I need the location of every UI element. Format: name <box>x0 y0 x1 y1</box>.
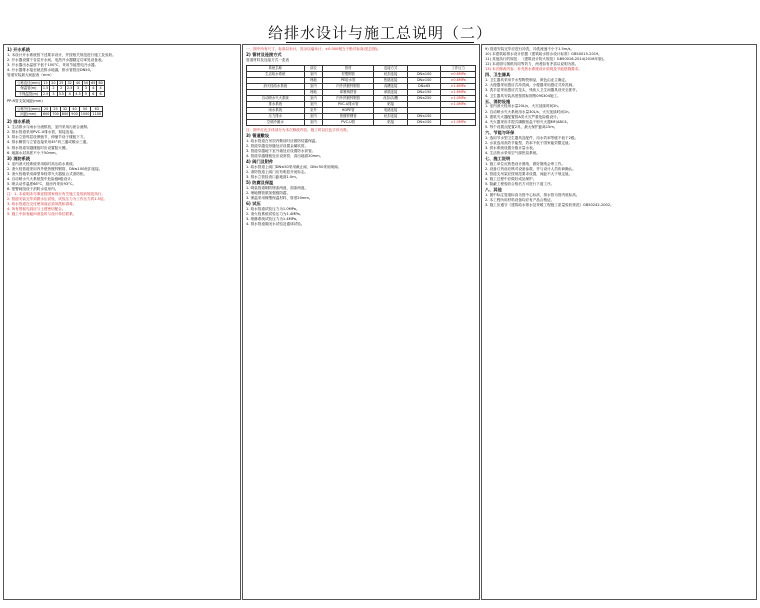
page-title: 给排水设计与施工总说明（二） <box>267 24 492 42</box>
table-cell: 80 <box>98 81 103 86</box>
text-line: 3. 排水立管每层设伸缩节，伸缩节设于楼板下方。 <box>7 135 88 140</box>
text-line: 3. 洗手盆采用感应式龙头，残疾人卫生间器具设安全抓杆。 <box>485 88 580 93</box>
text-line: 5. 排水管道穿越楼板时应设置阻火圈。 <box>7 145 70 150</box>
table-cell: 900 <box>71 112 78 117</box>
table-cell: 室内 <box>304 119 323 125</box>
text-line: 2. 消火栓系统试验压力为1.4MPa。 <box>246 212 304 217</box>
text-line: 1. 给水管道试验压力为1.0MPa。 <box>246 207 300 212</box>
table-cell: 室内 <box>304 95 323 101</box>
text-line: 1. 给水管道在吊顶内敷设时应做防结露保温。 <box>246 138 319 143</box>
table-row <box>16 112 103 117</box>
table-row <box>247 119 476 125</box>
table-cell: DN≤100 <box>408 119 441 125</box>
column-right <box>481 44 757 600</box>
table-cell: 消火栓给水系统 <box>247 83 305 89</box>
section-heading: 八、其他 <box>485 187 502 193</box>
text-line: 2. 管道穿越变形缝处应设置金属软管。 <box>246 143 309 148</box>
table-caption: PP-R管支架间距(mm) <box>7 98 43 103</box>
table-header-cell: 管材 <box>323 65 374 71</box>
table-cell: 6 <box>90 91 97 96</box>
table-cell: >1.0MPa <box>441 95 476 101</box>
table-cell: 压力排水 <box>247 113 305 119</box>
table-cell: DN≤100 <box>408 113 441 119</box>
text-line: 2. 自动喷水灭火系统用水量30L/s，火灾延续时间1h。 <box>485 109 573 114</box>
table-cell: 承插连接 <box>374 89 408 95</box>
text-line: 3. 供水系统设置分级计量水表。 <box>485 145 537 150</box>
table-cell: 4 <box>97 86 104 91</box>
table-cell: 公称外径(mm) <box>17 106 40 111</box>
text-line: 1. 卫生器具采用节水型陶瓷制品，颜色由业主确定。 <box>485 78 569 83</box>
table-cell: 雨水系统 <box>247 107 305 113</box>
text-line: 1. 室内消火栓系统采用临时高压给水系统。 <box>7 161 77 166</box>
text-line: 4. 生活热水采用空气源热泵系统。 <box>485 150 540 155</box>
text-line: 4. 管道穿越楼板处应设套管，高出地面20mm。 <box>246 154 324 159</box>
text-line: 2. 本工程所用材料设备均应有产品合格证。 <box>485 198 555 203</box>
text-line: 3. 施工应遵守《建筑给水排水及采暖工程施工质量验收规范》GB50242-2002。 <box>485 203 614 208</box>
text-line: 1. 图中标注管道标高为管中心标高，排水管为管内底标高。 <box>485 193 580 198</box>
table-cell: 3 <box>74 86 82 91</box>
text-line: 3. 排水立管检查口距地面1.0m。 <box>246 175 300 180</box>
table-cell: 1100 <box>92 112 102 117</box>
section-heading: 1) 开水系统 <box>7 47 31 52</box>
table-cell: 40 <box>74 81 82 86</box>
pipe-spacing-table <box>15 80 105 97</box>
table-header-cell: 连接方式 <box>374 65 408 71</box>
section-heading: 4) 阀门及附件 <box>246 159 274 165</box>
table-cell: 6 <box>97 91 104 96</box>
text-line: 4. 开水器排水接至就近排水地漏，排水管管径DN50。 <box>7 68 94 73</box>
column-left <box>3 44 241 600</box>
text-line: 5. 每个设置点配置2具，最大保护距离15m。 <box>485 124 558 129</box>
ppr-spacing-table <box>15 106 103 117</box>
table-cell: 室内 <box>304 83 323 89</box>
table-cell: 15 <box>41 81 49 86</box>
section-heading: 5) 防腐及保温 <box>246 180 274 186</box>
table-cell: 25 <box>51 106 60 111</box>
table-cell: DN≥100 <box>408 77 441 83</box>
revision-note: 注：图中红色字体部分为本次修改内容，施工时以红色字体为准。 <box>246 127 351 132</box>
table-cell: 埋地 <box>304 89 323 95</box>
text-line: 5. 隐蔽工程验收合格后方可进行下道工序。 <box>485 182 555 187</box>
table-cell: 50 <box>79 106 91 111</box>
table-caption: 管道安装最大间距表（mm） <box>7 73 54 78</box>
table-cell: 65 <box>91 81 96 86</box>
revision-note: 13) 本次修改内容：补充热水系统设计说明及节能措施要求。 <box>485 67 582 72</box>
text-line: 1. 生活排水与雨水分流排放，室内采用污废合流制。 <box>7 125 91 130</box>
table-cell: 700 <box>52 112 59 117</box>
text-line: 1. 室内消火栓用水量20L/s，火灾延续时间2h。 <box>485 104 562 109</box>
text-line: 4. 灭火器采用手提式磷酸铵盐干粉灭火器MF/ABC4。 <box>485 119 571 124</box>
text-line: 12) 本说明与图纸具同等效力，两者如有矛盾以说明为准。 <box>485 62 579 67</box>
table-cell: PVC-U排水管 <box>323 101 374 107</box>
text-line: 3. 喷淋系统试验压力为1.4MPa。 <box>246 217 300 222</box>
table-cell: >1.6MPa <box>441 89 476 95</box>
table-cell: 3 <box>82 86 89 91</box>
table-cell: 3 <box>50 91 57 96</box>
table-caption: 管道材料及连接方式一览表 <box>246 57 290 62</box>
table-cell: 1000 <box>80 112 90 117</box>
note-line: 注：1. 本说明未尽事宜按国家现行有关施工及验收规范执行。 <box>7 192 106 197</box>
table-cell: 球墨铸铁管 <box>323 89 374 95</box>
table-cell: 排水系统 <box>247 101 305 107</box>
table-cell: 25 <box>57 81 65 86</box>
table-cell: 1.5 <box>42 86 49 91</box>
text-line: 3. 开水器出水温度不低于100°C，采用节能型电开水器。 <box>7 62 99 67</box>
table-cell: 粘接 <box>374 119 408 125</box>
table-cell: 32 <box>60 106 69 111</box>
table-cell: 生活给水系统 <box>247 71 305 77</box>
table-cell: 4 <box>65 91 73 96</box>
table-header-cell: 工作压力 <box>441 65 476 71</box>
text-line: 11) 其他执行的规范：《建筑设计防火规范》GB50016-2014(2018年版)。 <box>485 57 607 62</box>
text-line: 2. 水泵选用高效节能型，效率不低于国家能效限定值。 <box>485 140 573 145</box>
text-line: 1. 本设计开水系统按下述要求设计，并按相关规范进行施工及验收。 <box>7 52 116 57</box>
pipe-material-table <box>246 65 476 126</box>
table-cell: 20 <box>51 81 56 86</box>
table-cell: 丝扣连接 <box>374 71 408 77</box>
text-line: 3. 建筑灭火器配置按A类火灾严重危险级设计。 <box>485 114 561 119</box>
text-line: 1. 选用节水型卫生器具及配件，用水效率等级不低于2级。 <box>485 135 579 140</box>
table-cell: 32 <box>65 81 73 86</box>
table-cell: 丝扣连接 <box>374 113 408 119</box>
section-heading: 3) 管道敷设 <box>246 133 270 139</box>
table-cell: 埋地 <box>304 77 323 83</box>
text-line: 4. 排水横管与立管连接采用45°斜三通或顺水三通。 <box>7 140 90 145</box>
text-line: 5. 喷头动作温度68°C，厨房内采用93°C。 <box>7 181 77 186</box>
table-cell: 室外 <box>304 107 323 113</box>
table-cell: >1.6MPa <box>441 83 476 89</box>
text-line: 3. 保温采用橡塑保温材料，厚度20mm。 <box>246 196 313 201</box>
column-middle <box>242 44 480 600</box>
table-cell: 公称直径(mm) <box>17 81 40 86</box>
title-underline <box>286 42 474 43</box>
text-line: 10) 本建筑给排水设计依据《建筑给水排水设计标准》GB50015-2019。 <box>485 52 602 57</box>
table-cell: 5 <box>82 91 89 96</box>
table-cell: 600 <box>42 112 50 117</box>
table-cell: 热镀锌钢管 <box>323 113 374 119</box>
table-cell: 室内 <box>304 71 323 77</box>
table-cell: 丝扣/沟槽 <box>374 95 408 101</box>
section-heading: 2) 管材及连接方式 <box>246 52 282 58</box>
table-cell: 电熔连接 <box>374 107 408 113</box>
table-cell: 2 <box>50 86 57 91</box>
section-heading: 五、消防设施 <box>485 98 511 104</box>
table-cell: HDPE管 <box>323 107 374 113</box>
table-cell: 4.5 <box>75 91 81 96</box>
text-line: 3. 管道穿越地下室外墙处应设置防水套管。 <box>246 149 316 154</box>
table-cell: 室内 <box>304 101 323 107</box>
table-cell: 800 <box>61 112 69 117</box>
table-cell: 3.5 <box>58 91 64 96</box>
text-line: 3. 管道支吊架应按规范要求设置，间距不大于规定值。 <box>485 172 573 177</box>
table-cell: 63 <box>91 106 103 111</box>
text-line: 2. 开水器设置于各层开水间，电热开水器额定功率见设备表。 <box>7 57 106 62</box>
table-cell: >1.0MPa <box>441 119 476 125</box>
table-cell: DN≥150 <box>408 89 441 95</box>
section-heading: 6) 试压 <box>246 201 261 207</box>
table-cell: 4 <box>90 86 97 91</box>
table-cell: 2.5 <box>42 91 49 96</box>
section-heading: 3) 消防系统 <box>7 155 31 161</box>
table-cell: >0.6MPa <box>441 77 476 83</box>
header-note: 一、图中所有尺寸、标高以米计，其余以毫米计，±0.000相当于绝对标高(见总图)。 <box>246 47 381 51</box>
table-cell: 粘接 <box>374 101 408 107</box>
text-line: 6. 地漏水封高度不小于50mm。 <box>7 150 60 155</box>
table-cell: DN≤100 <box>408 71 441 77</box>
text-line: 9) 管道安装完毕应进行冲洗，冲洗流速不小于1.5m/s。 <box>485 47 575 51</box>
table-cell: 间距(mm) <box>16 112 42 117</box>
text-line: 2. 大便器采用感应式冲洗阀，小便器采用感应式冲洗阀。 <box>485 83 576 88</box>
table-cell: 2.5 <box>66 86 73 91</box>
table-cell: 内外热镀锌钢管 <box>323 95 374 101</box>
section-heading: 四、卫生器具 <box>485 72 511 78</box>
text-line: 4. 排水管道做闭水试验及通球试验。 <box>246 222 305 227</box>
text-line: 1. 施工单位应熟悉设计图纸，做好图纸会审工作。 <box>485 161 566 166</box>
section-heading: 2) 排水系统 <box>7 119 31 125</box>
text-line: 2. 设备订货前应核对设备参数，并与设计人员协商确认。 <box>485 166 576 171</box>
note-line: 4. 所有预留孔洞应与土建密切配合。 <box>7 207 66 212</box>
section-heading: 七、施工说明 <box>485 156 511 162</box>
table-cell: 内外热镀锌钢管 <box>323 83 374 89</box>
table-cell: 2 <box>57 86 65 91</box>
table-cell: >0.6MPa <box>441 71 476 77</box>
table-cell: PE给水管 <box>323 77 374 83</box>
table-cell: 沟槽连接 <box>374 83 408 89</box>
table-cell: 40 <box>70 106 79 111</box>
table-header-cell: 系统名称 <box>247 65 305 71</box>
text-line: 3. 消火栓箱采用薄型单栓带灭火器组合式消防柜。 <box>7 171 88 176</box>
text-line: 6. 报警阀组设于消防水泵房内。 <box>7 187 59 191</box>
text-line: 1. 给水管道上阀门DN≤50采用截止阀，DN>50采用闸阀。 <box>246 165 342 170</box>
text-line: 2. 排水管道采用PVC-U排水管，粘接连接。 <box>7 130 77 135</box>
section-heading: 六、节能与环保 <box>485 129 515 135</box>
text-line: 4. 卫生器具安装高度按国标图集09S304施工。 <box>485 93 561 98</box>
table-cell: 保温管(m) <box>16 86 42 91</box>
table-header-cell: 部位 <box>304 65 323 71</box>
text-line: 2. 消火栓管道采用内外壁热镀锌钢管，DN≤100丝扣连接。 <box>7 166 103 171</box>
table-cell: 空调冷凝水 <box>247 119 305 125</box>
table-cell: DN≤250 <box>408 95 441 101</box>
text-line: 4. 自动喷水灭火系统按中危险级Ⅱ级设计。 <box>7 176 75 181</box>
text-line: 4. 施工过程中应做好成品保护。 <box>485 177 537 182</box>
text-line: 2. 消防管道上阀门应有明显开闭标志。 <box>246 170 309 175</box>
note-line: 2. 管道安装完毕须做水压试验，试验压力为工作压力的1.5倍。 <box>7 197 108 202</box>
note-line: 3. 给水管道在交付使用前必须冲洗和消毒。 <box>7 202 77 207</box>
note-line: 5. 施工中如有疑问请及时与设计单位联系。 <box>7 212 77 217</box>
table-cell: 自动喷水灭火系统 <box>247 95 305 101</box>
table-cell: >1.0MPa <box>441 101 476 107</box>
table-cell: 衬塑钢管 <box>323 71 374 77</box>
table-cell: 不保温管(m) <box>16 91 42 96</box>
table-row <box>16 91 105 96</box>
table-cell: 50 <box>83 81 89 86</box>
text-line: 2. 埋地钢管做加强级防腐。 <box>246 191 291 196</box>
text-line: 1. 明装管道刷防锈漆两道，面漆两道。 <box>246 186 309 191</box>
table-cell: 室内 <box>304 113 323 119</box>
table-cell: 20 <box>41 106 50 111</box>
table-cell: DN≥65 <box>408 83 441 89</box>
table-cell: PVC-U管 <box>323 119 374 125</box>
table-cell: 热熔连接 <box>374 77 408 83</box>
